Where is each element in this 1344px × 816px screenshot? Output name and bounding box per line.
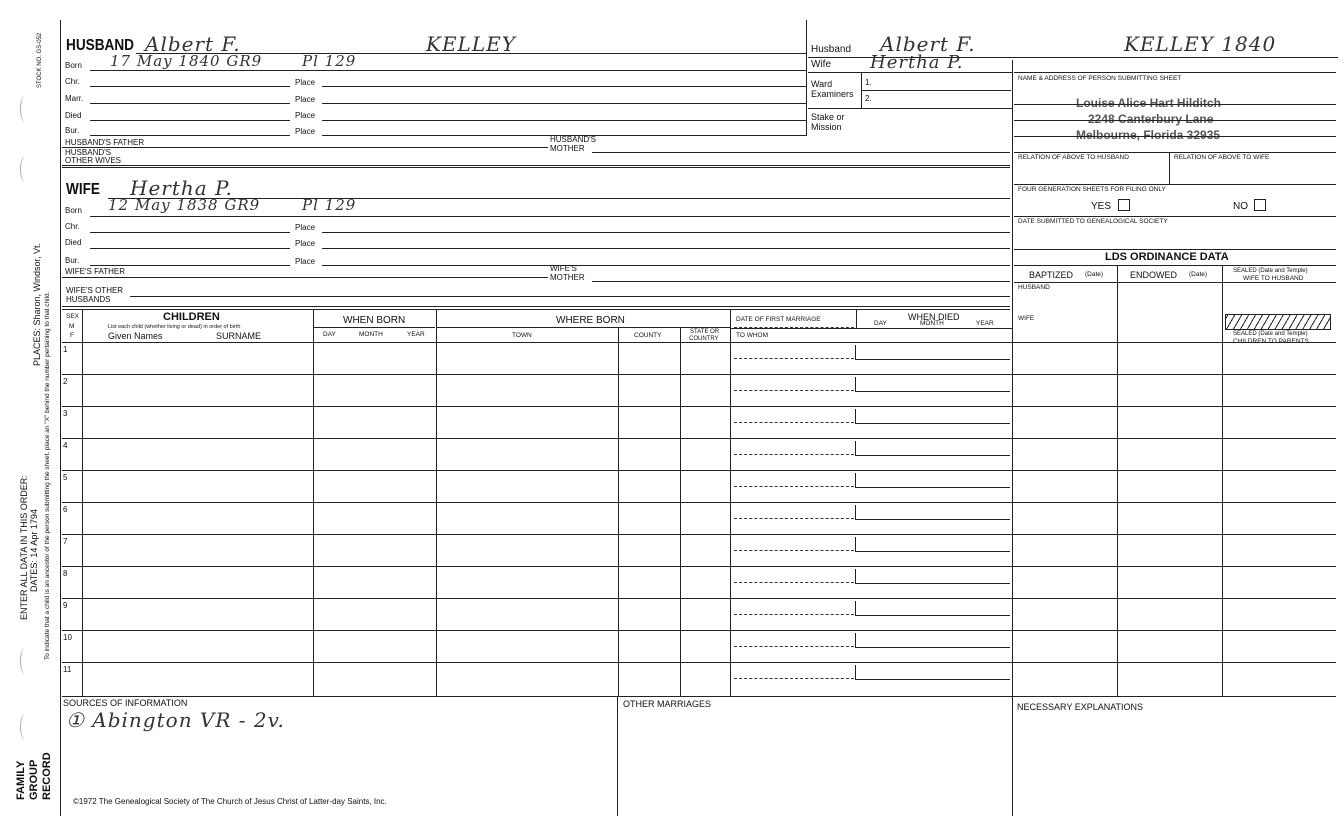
wife-born-label: Born	[65, 206, 82, 215]
wife-mother-label: WIFE'S	[550, 264, 577, 273]
sources-label: SOURCES OF INFORMATION	[63, 698, 188, 708]
copyright: ©1972 The Genealogical Society of The Church of Jesus Christ of Latter-day Saints, Inc.	[73, 797, 387, 806]
death-date-bracket	[855, 569, 1010, 584]
sex-f: F	[70, 332, 74, 339]
row-divider	[62, 630, 1336, 631]
yes-label: YES	[1091, 201, 1112, 212]
wife-other-husbands-label: WIFE'S OTHER	[66, 286, 124, 295]
sealed-wife-label: SEALED (Date and Temple)	[1233, 268, 1308, 274]
marriage-date-line	[734, 550, 854, 551]
submitter-street: 2248 Canterbury Lane	[1088, 112, 1214, 126]
sex-label: SEX	[66, 313, 80, 320]
mission-label: Mission	[811, 122, 842, 132]
baptized-date-label: (Date)	[1085, 271, 1104, 278]
header-divider	[806, 20, 807, 136]
four-generation-label: FOUR GENERATION SHEETS FOR FILING ONLY	[1018, 186, 1166, 193]
row-divider	[62, 406, 1336, 407]
row-divider	[62, 662, 1336, 663]
death-date-bracket	[855, 665, 1010, 680]
husband-chr-label: Chr.	[65, 77, 80, 86]
yes-checkbox[interactable]	[1118, 199, 1130, 211]
sealed-children-label-2: CHILDREN TO PARENTS	[1233, 338, 1309, 345]
given-names-label: Given Names	[108, 331, 163, 341]
wife-other-husbands-label-2: HUSBANDS	[66, 295, 111, 304]
right-wife-given: Hertha P.	[870, 52, 964, 73]
examiner-1-field[interactable]: 1.	[865, 78, 872, 87]
wife-given-name: Hertha P.	[130, 176, 233, 200]
lds-title: LDS ORDINANCE DATA	[1105, 251, 1229, 263]
punch-hole	[20, 96, 30, 122]
row-divider	[62, 438, 1336, 439]
child-number: 3	[63, 409, 68, 418]
husband-mother-label-2: MOTHER	[550, 144, 585, 153]
husband-other-wives-label: HUSBAND'S	[65, 148, 111, 157]
when-born-label: WHEN BORN	[343, 315, 406, 326]
marriage-date-line	[734, 614, 854, 615]
sources-value: ① Abington VR - 2v.	[66, 708, 285, 732]
row-divider	[62, 374, 1336, 375]
baptized-label: BAPTIZED	[1029, 270, 1074, 280]
endowed-label: ENDOWED	[1130, 270, 1177, 280]
row-divider	[62, 598, 1336, 599]
punch-hole	[20, 156, 30, 182]
husband-heading: HUSBAND	[66, 37, 134, 54]
child-number: 7	[63, 537, 68, 546]
child-number: 2	[63, 377, 68, 386]
child-number: 1	[63, 345, 68, 354]
right-husband-given: Albert F.	[880, 32, 976, 56]
place-label: Place	[295, 95, 316, 104]
to-whom-label: TO WHOM	[736, 332, 769, 339]
wife-born-place-value: Pl 129	[302, 196, 357, 214]
right-husband-label: Husband	[811, 44, 852, 55]
husband-surname: KELLEY	[426, 32, 516, 56]
submitter-city: Melbourne, Florida 32935	[1076, 128, 1221, 142]
no-label: NO	[1233, 201, 1248, 212]
death-date-bracket	[855, 345, 1010, 360]
relation-husband-label: RELATION OF ABOVE TO HUSBAND	[1018, 154, 1129, 161]
wife-chr-label: Chr.	[65, 222, 80, 231]
submitter-label: NAME & ADDRESS OF PERSON SUBMITTING SHEET	[1018, 75, 1182, 82]
row-divider	[62, 534, 1336, 535]
husband-mother-label: HUSBAND'S	[550, 135, 596, 144]
when-died-label: WHEN DIED	[908, 312, 960, 322]
marriage-date-line	[734, 390, 854, 391]
wife-born-value: 12 May 1838 GR9	[108, 196, 261, 214]
town-label: TOWN	[512, 332, 532, 339]
death-date-bracket	[855, 505, 1010, 520]
endowed-date-label: (Date)	[1189, 271, 1208, 278]
marriage-date-line	[734, 678, 854, 679]
child-number: 11	[63, 665, 72, 674]
place-label: Place	[295, 223, 316, 232]
lds-husband-row: HUSBAND	[1018, 284, 1050, 291]
county-label: COUNTY	[634, 332, 662, 339]
children-title: CHILDREN	[163, 311, 220, 323]
child-number: 8	[63, 569, 68, 578]
right-husband-surname: KELLEY 1840	[1124, 32, 1277, 56]
child-number: 9	[63, 601, 68, 610]
husband-given-name: Albert F.	[145, 32, 241, 56]
ancestor-instruction: To indicate that a child is an ancestor of the person submitting the sheet, place an "X" behind the number pertaining to that child.	[44, 291, 51, 660]
left-border	[60, 20, 61, 816]
place-label: Place	[295, 239, 316, 248]
death-date-bracket	[855, 633, 1010, 648]
death-date-bracket	[855, 537, 1010, 552]
born-year-label: YEAR	[407, 331, 425, 338]
row-divider	[62, 566, 1336, 567]
examiners-label: Examiners	[811, 89, 854, 99]
children-instruction: List each child (whether living or dead) in order of birth	[108, 324, 241, 330]
wife-died-label: Died	[65, 238, 82, 247]
marriage-date-line	[734, 518, 854, 519]
wife-father-label: WIFE'S FATHER	[65, 267, 126, 276]
child-number: 5	[63, 473, 68, 482]
husband-died-label: Died	[65, 111, 82, 120]
place-label: Place	[295, 127, 316, 136]
sealed-wife-label-2: WIFE TO HUSBAND	[1243, 275, 1304, 282]
marriage-date-line	[734, 486, 854, 487]
submitter-name: Louise Alice Hart Hilditch	[1076, 96, 1221, 110]
punch-hole	[20, 648, 30, 674]
no-checkbox[interactable]	[1254, 199, 1266, 211]
death-date-bracket	[855, 601, 1010, 616]
date-submitted-label: DATE SUBMITTED TO GENEALOGICAL SOCIETY	[1018, 218, 1168, 225]
relation-wife-label: RELATION OF ABOVE TO WIFE	[1174, 154, 1270, 161]
places-note: PLACES: Sharon, Windsor, Vt.	[32, 242, 42, 366]
right-wife-label: Wife	[811, 59, 831, 70]
death-date-bracket	[855, 377, 1010, 392]
husband-born-label: Born	[65, 61, 82, 70]
necessary-explanations-label: NECESSARY EXPLANATIONS	[1017, 702, 1144, 712]
dates-note: DATES: 14 Apr 1794	[29, 509, 39, 592]
marriage-date-line	[734, 646, 854, 647]
died-year-label: YEAR	[976, 320, 994, 327]
surname-label: SURNAME	[216, 331, 262, 341]
enter-data-note: ENTER ALL DATA IN THIS ORDER:	[19, 475, 29, 620]
other-marriages-label: OTHER MARRIAGES	[623, 699, 712, 709]
place-label: Place	[295, 111, 316, 120]
state-label: STATE OR	[690, 329, 720, 335]
place-label: Place	[295, 78, 316, 87]
husband-father-label: HUSBAND'S FATHER	[65, 138, 145, 147]
wife-bur-label: Bur.	[65, 256, 80, 265]
wife-heading: WIFE	[66, 181, 100, 198]
sex-m: M	[69, 323, 75, 330]
ward-label: Ward	[811, 79, 833, 89]
died-day-label: DAY	[874, 320, 887, 327]
child-number: 10	[63, 633, 72, 642]
marriage-date-line	[734, 454, 854, 455]
row-divider	[62, 502, 1336, 503]
husband-bur-label: Bur.	[65, 126, 80, 135]
born-month-label: MONTH	[359, 331, 383, 338]
child-number: 6	[63, 505, 68, 514]
husband-marr-label: Marr.	[65, 94, 84, 103]
hatched-cell	[1225, 314, 1331, 330]
lds-wife-row: WIFE	[1018, 315, 1035, 322]
husband-born-value: 17 May 1840 GR9	[110, 52, 263, 70]
husband-other-wives-label-2: OTHER WIVES	[65, 156, 122, 165]
punch-hole	[20, 714, 30, 740]
row-divider	[62, 470, 1336, 471]
death-date-bracket	[855, 441, 1010, 456]
stake-label: Stake or	[811, 112, 845, 122]
marriage-date-line	[734, 422, 854, 423]
death-date-bracket	[855, 409, 1010, 424]
country-label: COUNTRY	[689, 336, 719, 342]
stock-number: STOCK NO. GS-052	[37, 32, 43, 88]
born-day-label: DAY	[323, 331, 336, 338]
sealed-children-label: SEALED (Date and Temple)	[1233, 331, 1308, 337]
marriage-date-line	[734, 358, 854, 359]
place-label: Place	[295, 257, 316, 266]
child-number: 4	[63, 441, 68, 450]
marriage-date-line	[734, 582, 854, 583]
first-marriage-label: DATE OF FIRST MARRIAGE	[736, 316, 821, 323]
husband-born-place-value: Pl 129	[302, 52, 357, 70]
examiner-2-field[interactable]: 2.	[865, 94, 872, 103]
where-born-label: WHERE BORN	[556, 315, 625, 326]
death-date-bracket	[855, 473, 1010, 488]
died-month-label: MONTH	[920, 320, 944, 327]
wife-mother-label-2: MOTHER	[550, 273, 585, 282]
